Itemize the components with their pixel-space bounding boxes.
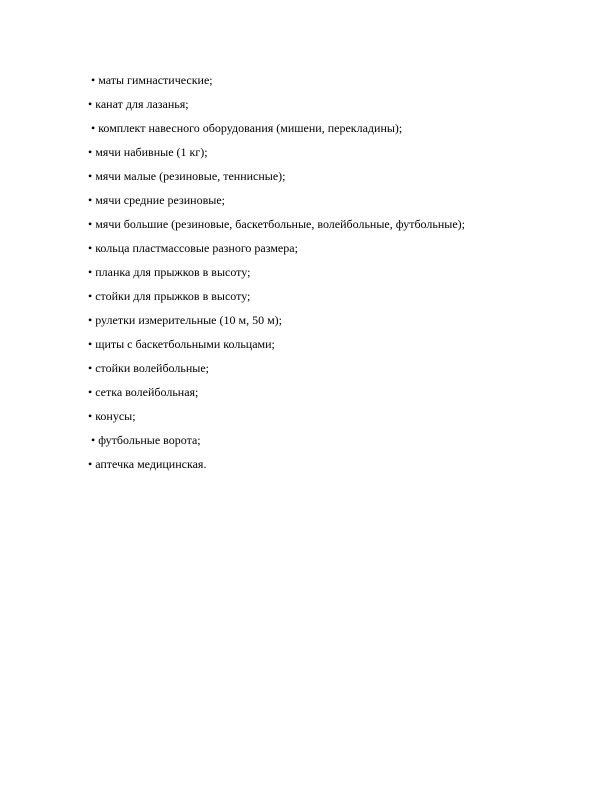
- list-item: • аптечка медицинская.: [88, 457, 207, 471]
- list-item: • конусы;: [88, 409, 136, 423]
- list-item: • стойки для прыжков в высоту;: [88, 289, 251, 303]
- list-item: • канат для лазанья;: [88, 97, 189, 111]
- list-item: • мячи средние резиновые;: [88, 193, 225, 207]
- list-item: • комплект навесного оборудования (мишени, перекладины);: [91, 121, 403, 135]
- list-item: • кольца пластмассовые разного размера;: [88, 241, 298, 255]
- list-item: • планка для прыжков в высоту;: [88, 265, 251, 279]
- list-item: • футбольные ворота;: [91, 433, 201, 447]
- list-item: • стойки волейбольные;: [88, 361, 210, 375]
- equipment-list: [88, 72, 465, 480]
- list-item: • маты гимнастические;: [91, 73, 213, 87]
- list-item: • мячи набивные (1 кг);: [88, 145, 208, 159]
- list-item: • мячи большие (резиновые, баскетбольные, волейбольные, футбольные);: [88, 217, 466, 231]
- list-item: • мячи малые (резиновые, теннисные);: [88, 169, 286, 183]
- list-item: • щиты с баскетбольными кольцами;: [88, 337, 275, 351]
- list-item: • сетка волейбольная;: [88, 385, 199, 399]
- list-item: • рулетки измерительные (10 м, 50 м);: [88, 313, 283, 327]
